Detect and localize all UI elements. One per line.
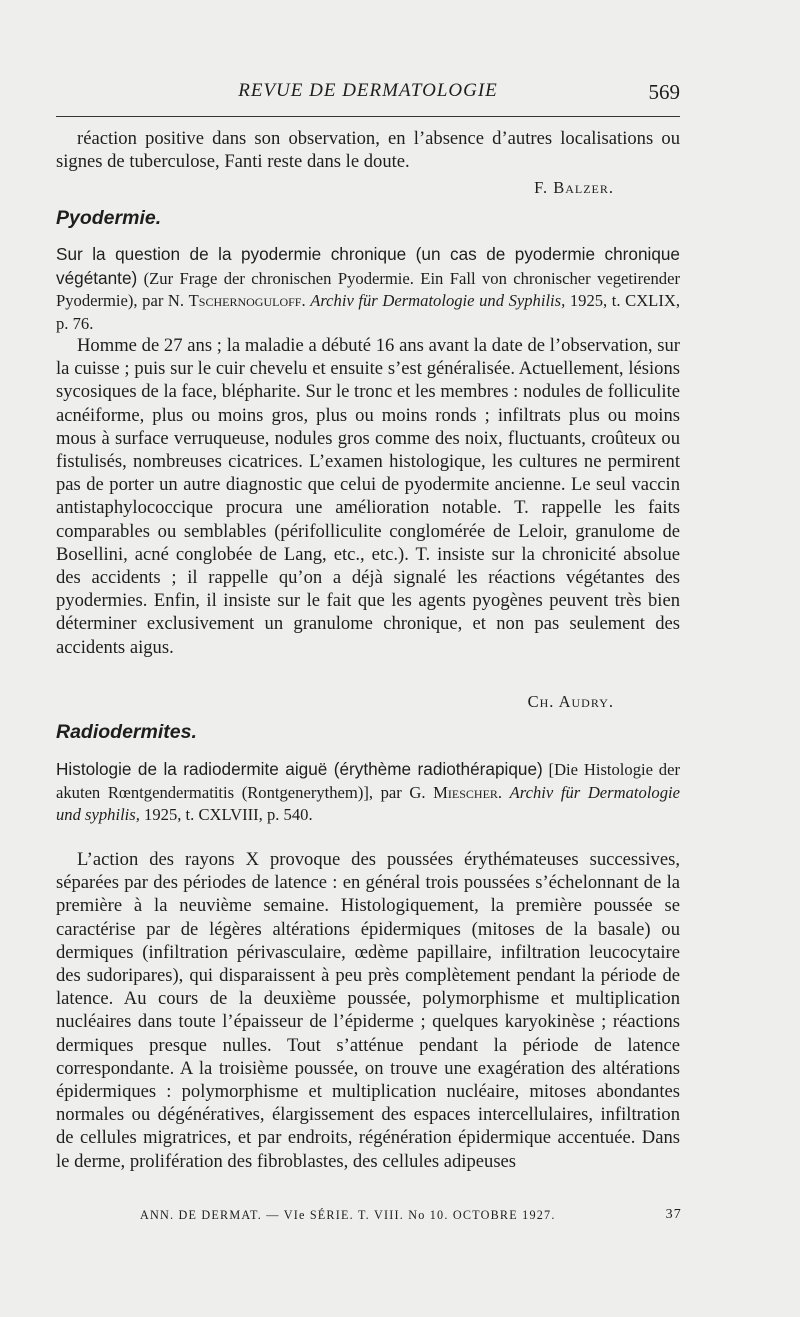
- article-author: Tschernoguloff: [188, 291, 302, 310]
- article-author: Miescher: [433, 782, 498, 802]
- signature-balzer: F. Balzer.: [534, 178, 614, 197]
- header-rule: [56, 116, 680, 117]
- article-ref-text: .: [497, 782, 510, 802]
- running-title: REVUE DE DERMATOLOGIE: [238, 80, 498, 101]
- article-title: Sur la question de la pyodermie chronique (un cas de pyodermie chronique végétante): [56, 244, 680, 288]
- article-ref-text: [Die Histologie der akuten Rœntgendermatitis (Rontgenerythem)], par G.: [56, 760, 680, 802]
- article-reference-radiodermite: [56, 758, 680, 827]
- article-ref-text: (Zur Frage der chronischen Pyodermie. Ein Fall von chronischer vegetirender Pyodermie), par N.: [56, 268, 680, 310]
- journal-title: Archiv für Dermatologie und syphilis,: [56, 782, 681, 824]
- section-heading-pyodermie: Pyodermie.: [56, 207, 162, 229]
- article-ref-text: 1925, t. CXLIX, p. 76.: [56, 291, 680, 333]
- body-paragraph-pyodermie: Homme de 27 ans ; la maladie a débuté 16 ans avant la date de l’observation, sur la cuisse ; puis sur le cuir chevelu et ensuite s’est généralisée. Actuellement, lésions sycosiques de la face, blépharite. Sur le tronc et les membres : nodules de folliculite acnéiforme, plus ou moins gros, plus ou moins ronds ; infiltrats plus ou moins mous à surface verruqueuse, nodules gros comme des noix, fluctuants, croûteux ou fistulisés, nombreuses cicatrices. L’examen histologique, les cultures ne permirent pas de porter un autre diagnostic que celui de pyodermite ancienne. Le seul vaccin antistaphylococcique procura une amélioration notable. T. rappelle les faits comparables ou semblables (périfolliculite conglomérée de Leloir, granulome de Bosellini, acné conglobée de Lang, etc., etc.). T. insiste sur la chronicité absolue des accidents ; il rappelle qu’on a déjà signalé les réactions végétantes des pyodermies. Enfin, il insiste sur le fait que les agents pyogènes peuvent très bien déterminer exclusivement un granulome chronique, et non pas seulement des accidents aigus.: [56, 335, 680, 658]
- page-number: 569: [648, 80, 680, 104]
- continuation-paragraph: réaction positive dans son observation, en l’absence d’autres localisations ou signes de tuberculose, Fanti reste dans le doute.: [56, 128, 680, 173]
- footer-citation: ANN. DE DERMAT. — VIe SÉRIE. T. VIII. No 10. OCTOBRE 1927.: [140, 1208, 556, 1222]
- article-ref-text: .: [301, 291, 311, 310]
- page-footer: [140, 1208, 682, 1223]
- signature-number: 37: [665, 1207, 682, 1222]
- journal-title: Archiv für Dermatologie und Syphilis,: [310, 291, 566, 310]
- article-title: Histologie de la radiodermite aiguë (érythème radiothérapique): [56, 759, 543, 779]
- article-reference-pyodermie: [56, 243, 680, 335]
- signature-audry: Ch. Audry.: [527, 692, 614, 711]
- article-ref-text: 1925, t. CXLVIII, p. 540.: [139, 805, 313, 824]
- page-header: [56, 80, 680, 110]
- section-heading-radiodermites: Radiodermites.: [56, 721, 197, 743]
- body-paragraph-radiodermite: L’action des rayons X provoque des poussées érythémateuses successives, séparées par des périodes de latence : en général trois poussées s’échelonnant de la première à la neuvième semaine. Histologiquement, la première poussée se caractérise par de légères altérations épidermiques (mitoses de la basale) ou dermiques (infiltration périvasculaire, œdème papillaire, infiltration leucocytaire des sudoripares), qui disparaissent à peu près complètement pendant la période de latence. Au cours de la deuxième poussée, polymorphisme et multiplication nucléaires dans toute l’épaisseur de l’épiderme ; quelques karyokinèse ; réactions dermiques presque nulles. Tout s’atténue pendant la période de latence correspondante. A la troisième poussée, on trouve une exagération des altérations épidermiques : polymorphisme et multiplication nucléaire, mitoses abondantes normales ou dégénératives, élargissement des espaces intercellulaires, infiltration de cellules migratrices, et par endroits, régénération épidermique accentuée. Dans le derme, prolifération des fibroblastes, des cellules adipeuses: [56, 849, 680, 1172]
